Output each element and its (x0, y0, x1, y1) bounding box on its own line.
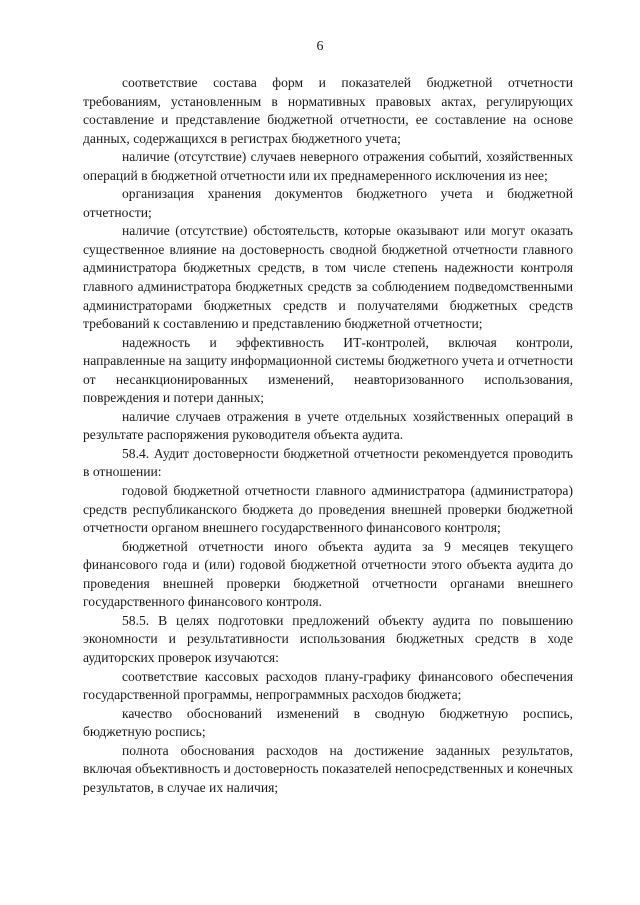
paragraph-2: наличие (отсутствие) случаев неверного отражения событий, хозяйственных операций в бюджетной отчетности или их преднамеренного исключения из нее; (83, 149, 573, 183)
paragraph-10: 58.5. В целях подготовки предложений объекту аудита по повышению экономности и результативности использования бюджетных средств в ходе аудиторских проверок изучаются: (83, 612, 573, 665)
paragraph-12: качество обоснований изменений в сводную бюджетную роспись, бюджетную роспись; (83, 705, 573, 740)
paragraph-6: наличие случаев отражения в учете отдельных хозяйственных операций в результате распоряжения руководителя объекта аудита. (83, 408, 573, 443)
paragraph-11: соответствие кассовых расходов плану-графику финансового обеспечения государственной программы, непрограммных расходов бюджета; (83, 668, 573, 703)
paragraph-7: 58.4. Аудит достоверности бюджетной отчетности рекомендуется проводить в отношении: (83, 445, 573, 480)
page-number: 6 (316, 39, 324, 54)
paragraph-9: бюджетной отчетности иного объекта аудита за 9 месяцев текущего финансового года и (или) годовой бюджетной отчетности этого объекта аудита до проведения внешней проверки бюджетной отчетности органами внешнего государственного финансового контроля. (83, 538, 573, 610)
paragraph-4: наличие (отсутствие) обстоятельств, которые оказывают или могут оказать существенное влияние на достоверность сводной бюджетной отчетности главного администратора бюджетных средств, в том числе степень надежности контроля главного администратора бюджетных средств за соблюдением подведомственными администраторами бюджетных средств и получателями бюджетных средств требований к составлению и представлению бюджетной отчетности; (83, 223, 573, 332)
paragraph-8: годовой бюджетной отчетности главного администратора (администратора) средств республиканского бюджета до проведения внешней проверки бюджетной отчетности органом внешнего государственного финансового контроля; (83, 483, 573, 536)
paragraph-3: организация хранения документов бюджетного учета и бюджетной отчетности; (83, 186, 573, 220)
paragraph-1: соответствие состава форм и показателей бюджетной отчетности требованиям, установленным в нормативных правовых актах, регулирующих составление и представление бюджетной отчетности, ее составление на основе данных, содержащихся в регистрах бюджетного учета; (83, 75, 573, 146)
paragraph-5: надежность и эффективность ИТ-контролей, включая контроли, направленные на защиту информационной системы бюджетного учета и отчетности от несанкционированных изменений, неавторизованного использования, повреждения и потери данных; (83, 334, 573, 406)
document-body (83, 74, 573, 797)
paragraph-13: полнота обоснования расходов на достижение заданных результатов, включая объективность и достоверность показателей непосредственных и конечных результатов, в случае их наличия; (83, 742, 573, 795)
